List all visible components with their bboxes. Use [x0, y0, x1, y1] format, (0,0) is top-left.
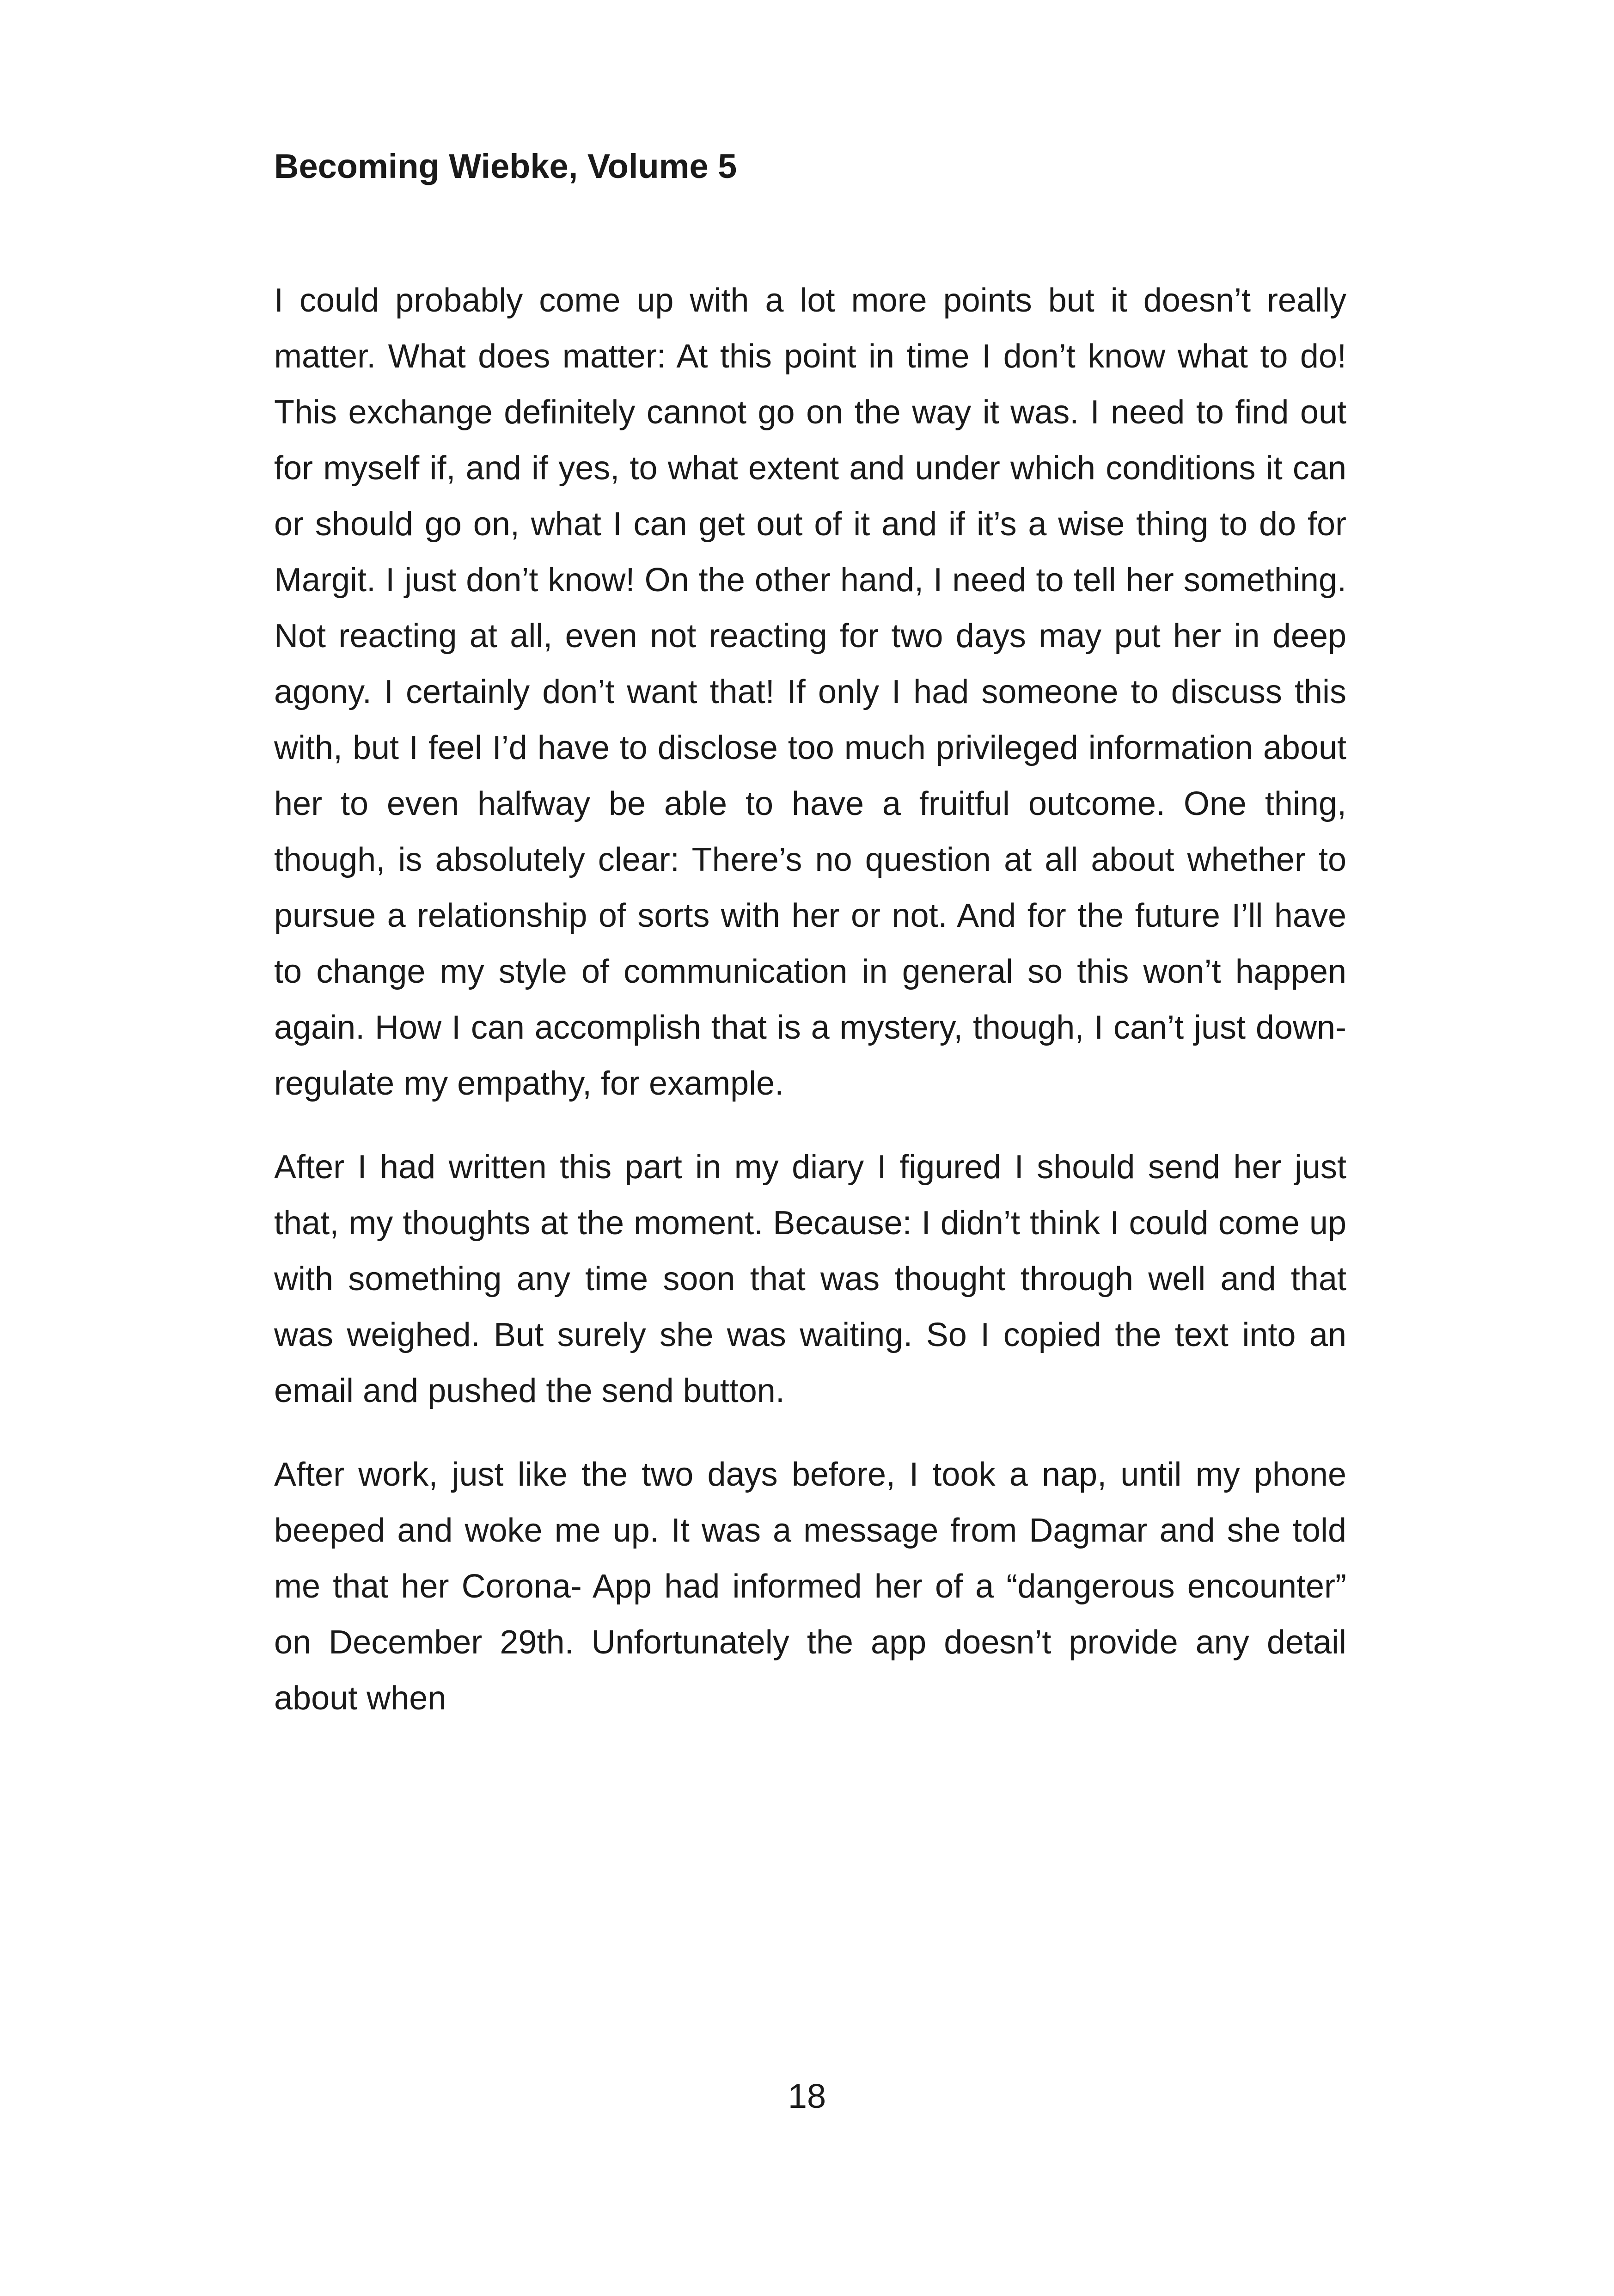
body-text [274, 273, 1346, 1754]
paragraph-2: After I had written this part in my diary I figured I should send her just that, my thoughts at the moment. Because: I didn’t think I could come up with something any time soon that was thought through well and that was weighed. But surely she was waiting. So I copied the text into an email and pushed the send button. [274, 1149, 1346, 1409]
paragraph-3: After work, just like the two days before, I took a nap, until my phone beeped and woke me up. It was a message from Dagmar and she told me that her Corona- App had informed her of a “dangerous encounter” on December 29th. Unfortunately the app doesn’t provide any detail about when [274, 1456, 1346, 1717]
running-header-title: Becoming Wiebke, Volume 5 [274, 147, 737, 185]
paragraph-1: I could probably come up with a lot more points but it doesn’t really matter. What does matter: At this point in time I don’t know what to do! This exchange definitely cannot go on the way it was. I need to find out for myself if, and if yes, to what extent and under which conditions it can or should go on, what I can get out of it and if it’s a wise thing to do for Margit. I just don’t know! On the other hand, I need to tell her something. Not reacting at all, even not reacting for two days may put her in deep agony. I certainly don’t want that! If only I had someone to discuss this with, but I feel I’d have to disclose too much privileged information about her to even halfway be able to have a fruitful outcome. One thing, though, is absolutely clear: There’s no question at all about whether to pursue a relationship of sorts with her or not. And for the future I’ll have to change my style of communication in general so this won’t happen again. How I can accomplish that is a mystery, though, I can’t just down- regulate my empathy, for example. [274, 282, 1346, 1102]
page-number: 18 [788, 2077, 826, 2115]
